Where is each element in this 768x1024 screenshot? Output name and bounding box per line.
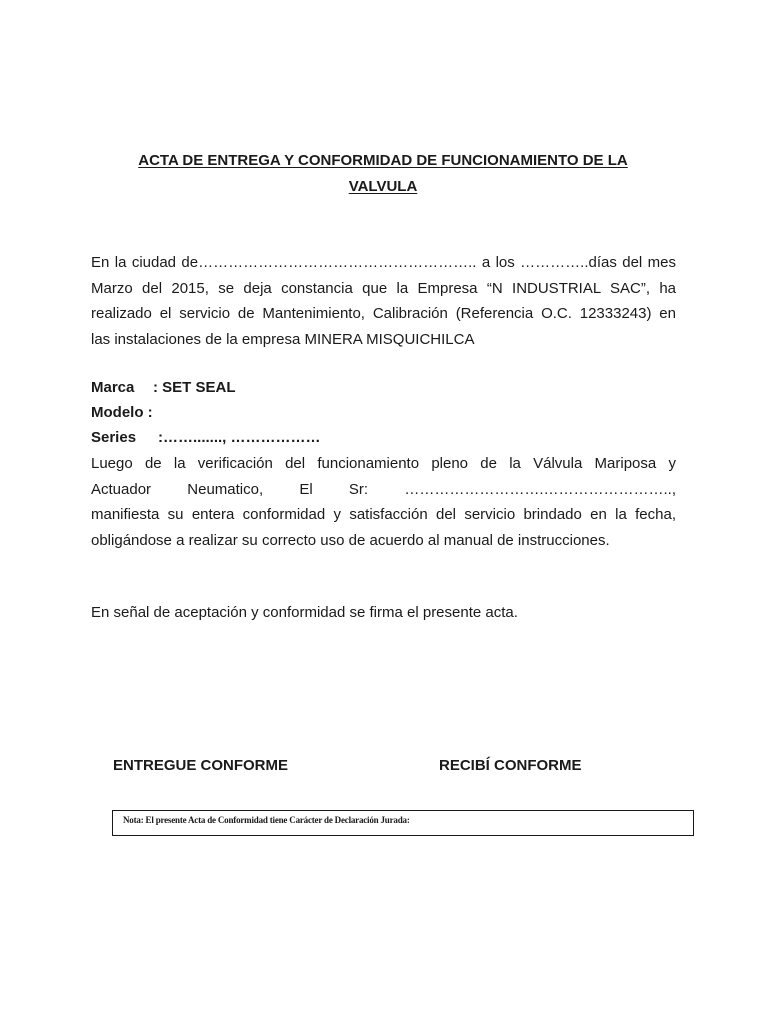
note-text: Nota: El presente Acta de Conformidad tiene Carácter de Declaración Jurada: (123, 815, 410, 825)
note-box (112, 810, 694, 836)
document-title-line-2: VALVULA (348, 178, 418, 195)
document-title-line-1: ACTA DE ENTREGA Y CONFORMIDAD DE FUNCIONAMIENTO DE LA (138, 152, 628, 169)
verification-line-3: manifiesta su entera conformidad y satisfacción del servicio brindado en la fecha, (91, 506, 676, 523)
signature-left-label: ENTREGUE CONFORME (113, 757, 289, 774)
marca-field (91, 379, 236, 396)
marca-label: Marca (91, 379, 135, 396)
modelo-field (91, 404, 153, 421)
series-value: :……......., ……………… (158, 429, 321, 446)
intro-line-1: En la ciudad de……………………………………………….. a los …………..días del mes (91, 254, 676, 271)
verification-line-2: Actuador Neumatico, El Sr: ……………………….…………………….., (91, 480, 676, 498)
acceptance-paragraph: En señal de aceptación y conformidad se firma el presente acta. (91, 604, 518, 621)
intro-line-4: las instalaciones de la empresa MINERA MISQUICHILCA (91, 330, 475, 348)
verification-line-1: Luego de la verificación del funcionamiento pleno de la Válvula Mariposa y (91, 455, 676, 472)
intro-paragraph (91, 250, 676, 352)
intro-line-3: realizado el servicio de Mantenimiento, Calibración (Referencia O.C. 12333243) en (91, 305, 676, 322)
verification-paragraph (91, 451, 676, 553)
intro-line-2: Marzo del 2015, se deja constancia que la Empresa “N INDUSTRIAL SAC”, ha (91, 279, 676, 297)
verification-line-4: obligándose a realizar su correcto uso de acuerdo al manual de instrucciones. (91, 531, 610, 549)
modelo-label: Modelo : (91, 404, 153, 421)
signature-right-label: RECIBÍ CONFORME (439, 757, 582, 774)
marca-value: : SET SEAL (153, 379, 236, 396)
series-label: Series (91, 429, 137, 446)
series-field (91, 429, 321, 446)
